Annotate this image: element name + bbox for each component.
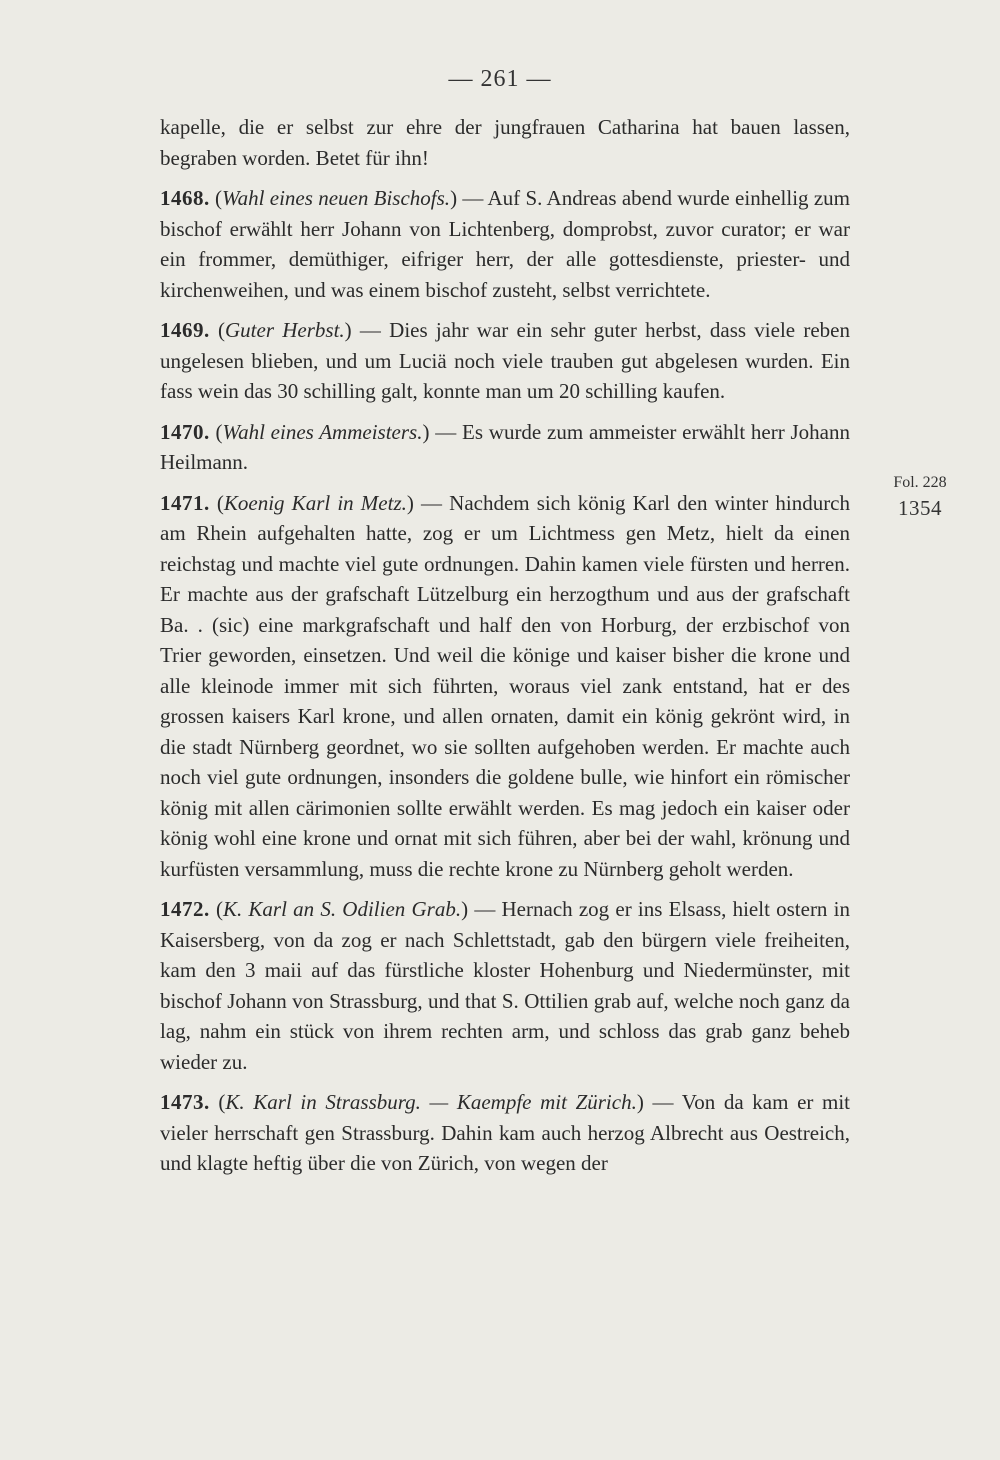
paragraph-text: — Dies jahr war ein sehr guter herbst, dass viele reben ungelesen blieben, und um Luciä noch viele trauben gut abgelesen wurden. Ein fass wein das 30 schilling galt, konnte man um 20 schilling kaufen. — [160, 318, 851, 403]
paragraph-1471: 1471. (Koenig Karl in Metz.) — Nachdem sich könig Karl den winter hindurch am Rhein aufgehalten hatte, zog er um Lichtmess gen Metz, hielt da einen reichstag und machte viel gute ordnungen. Dahin kamen viele fürsten und herren. Er machte aus der grafschaft Lützelburg ein herzogthum und aus der grafschaft Ba. . (sic) eine markgrafschaft und half den von Horburg, der erzbischof von Trier geworden, einsetzen. Und weil die könige und kaiser bisher die krone und alle kleinode immer mit sich führten, woraus viel zank entstand, hat er des grossen kaisers Karl krone, und allen ornaten, damit ein könig gekrönt wird, in die stadt Nürnberg geordnet, wo sie sollten aufgehoben werden. Er machte auch noch viel gute ordnungen, insonders die goldene bulle, wie hinfort ein römischer könig mit allen cärimonien sollte erwählt werden. Es mag jedoch ein kaiser oder könig wohl eine krone und ornat mit sich führen, aber bei der wahl, krönung und kurfüsten versammlung, muss die rechte krone zu Nürnberg geholt werden. — [160, 490, 851, 881]
paragraph-text: — Nachdem sich könig Karl den winter hindurch am Rhein aufgehalten hatte, zog er um Lichtmess gen Metz, hielt da einen reichstag und machte viel gute ordnungen. Dahin kamen viele fürsten und herren. Er machte aus der grafschaft Lützelburg ein herzogthum und aus der grafschaft Ba. . (sic) eine markgrafschaft und half den von Horburg, der erzbischof von Trier geworden, einsetzen. Und weil die könige und kaiser bisher die krone und alle kleinode immer mit sich führten, woraus viel zank entstand, hat er des grossen kaisers Karl krone, und allen ornaten, damit ein könig gekrönt wird, in die stadt Nürnberg geordnet, wo sie sollten aufgehoben werden. Er machte auch noch viel gute ordnungen, insonders die goldene bulle, wie hinfort ein römischer könig mit allen cärimonien sollte erwählt werden. Es mag jedoch ein kaiser oder könig wohl eine krone und ornat mit sich führen, aber bei der wahl, krönung und kurfüsten versammlung, muss die rechte krone zu Nürnberg geholt werden. — [160, 490, 851, 881]
entry-title: K. Karl in Strassburg. — Kaempfe mit Zürich. — [225, 1090, 637, 1114]
paragraph-1469: 1469. (Guter Herbst.) — Dies jahr war ein sehr guter herbst, dass viele reben ungelesen blieben, und um Luciä noch viele trauben gut abgelesen wurden. Ein fass wein das 30 schilling galt, konnte man um 20 schilling kaufen. — [160, 318, 851, 403]
paragraph-text: kapelle, die er selbst zur ehre der jungfrauen Catharina hat bauen lassen, begraben worden. Betet für ihn! — [160, 115, 850, 170]
entry-title: Wahl eines neuen Bischofs. — [222, 186, 451, 210]
entry-number: 1473. — [160, 1090, 210, 1114]
entry-title: Wahl eines Ammeisters. — [222, 419, 423, 444]
paragraph-text: — Auf S. Andreas abend wurde einhellig zum bischof erwählt herr Johann von Lichtenberg, domprobst, zuvor curator; er war ein frommer, demüthiger, eifriger herr, der alle gottesdienste, priester- und kirchenweihen, und was einem bischof zusteht, selbst verrichtete. — [160, 186, 850, 302]
entry-number: 1470. — [160, 419, 210, 444]
entry-number: 1472. — [160, 897, 210, 921]
paragraph-text: — Hernach zog er ins Elsass, hielt ostern in Kaisersberg, von da zog er nach Schlettstadt, gab den bürgern viele freiheiten, kam den 3 maii auf das fürstliche kloster Hohenburg und Niedermünster, mit bischof Johann von Strassburg, und that S. Ottilien grab auf, welche noch ganz da lag, nahm ein stück von ihrem rechten arm, und schloss das grab ganz beheb wieder zu. — [160, 897, 850, 1074]
entry-number: 1469. — [160, 318, 210, 342]
entry-title: Guter Herbst. — [225, 318, 345, 342]
paragraph-1470: 1470. (Wahl eines Ammeisters.) — Es wurde zum ammeister erwählt herr Johann Heilmann. — [160, 419, 850, 474]
body-text — [160, 112, 850, 1179]
paragraph-text: — Von da kam er mit vieler herrschaft gen Strassburg. Dahin kam auch herzog Albrecht aus Oestreich, und klagte heftig über die von Zürich, von wegen der — [160, 1090, 851, 1175]
entry-number: 1471. — [160, 490, 210, 515]
page-number: — 261 — — [448, 66, 552, 92]
margin-year-note: 1354 — [898, 496, 942, 520]
paragraph-text: — Es wurde zum ammeister erwählt herr Johann Heilmann. — [160, 419, 850, 474]
margin-folio-note: Fol. 228 — [893, 474, 947, 491]
entry-number: 1468. — [160, 186, 210, 210]
paragraph-1472: 1472. (K. Karl an S. Odilien Grab.) — Hernach zog er ins Elsass, hielt ostern in Kaisersberg, von da zog er nach Schlettstadt, gab den bürgern viele freiheiten, kam den 3 maii auf das fürstliche kloster Hohenburg und Niedermünster, mit bischof Johann von Strassburg, und that S. Ottilien grab auf, welche noch ganz da lag, nahm ein stück von ihrem rechten arm, und schloss das grab ganz beheb wieder zu. — [160, 897, 850, 1074]
paragraph-1473: 1473. (K. Karl in Strassburg. — Kaempfe mit Zürich.) — Von da kam er mit vieler herrschaft gen Strassburg. Dahin kam auch herzog Albrecht aus Oestreich, und klagte heftig über die von Zürich, von wegen der — [160, 1090, 851, 1175]
entry-title: Koenig Karl in Metz. — [223, 490, 407, 515]
entry-title: K. Karl an S. Odilien Grab. — [222, 897, 462, 921]
paragraph-continuation — [160, 112, 850, 173]
paragraph-1468: 1468. (Wahl eines neuen Bischofs.) — Auf S. Andreas abend wurde einhellig zum bischof erwählt herr Johann von Lichtenberg, domprobst, zuvor curator; er war ein frommer, demüthiger, eifriger herr, der alle gottesdienste, priester- und kirchenweihen, und was einem bischof zusteht, selbst verrichtete. — [160, 186, 850, 302]
